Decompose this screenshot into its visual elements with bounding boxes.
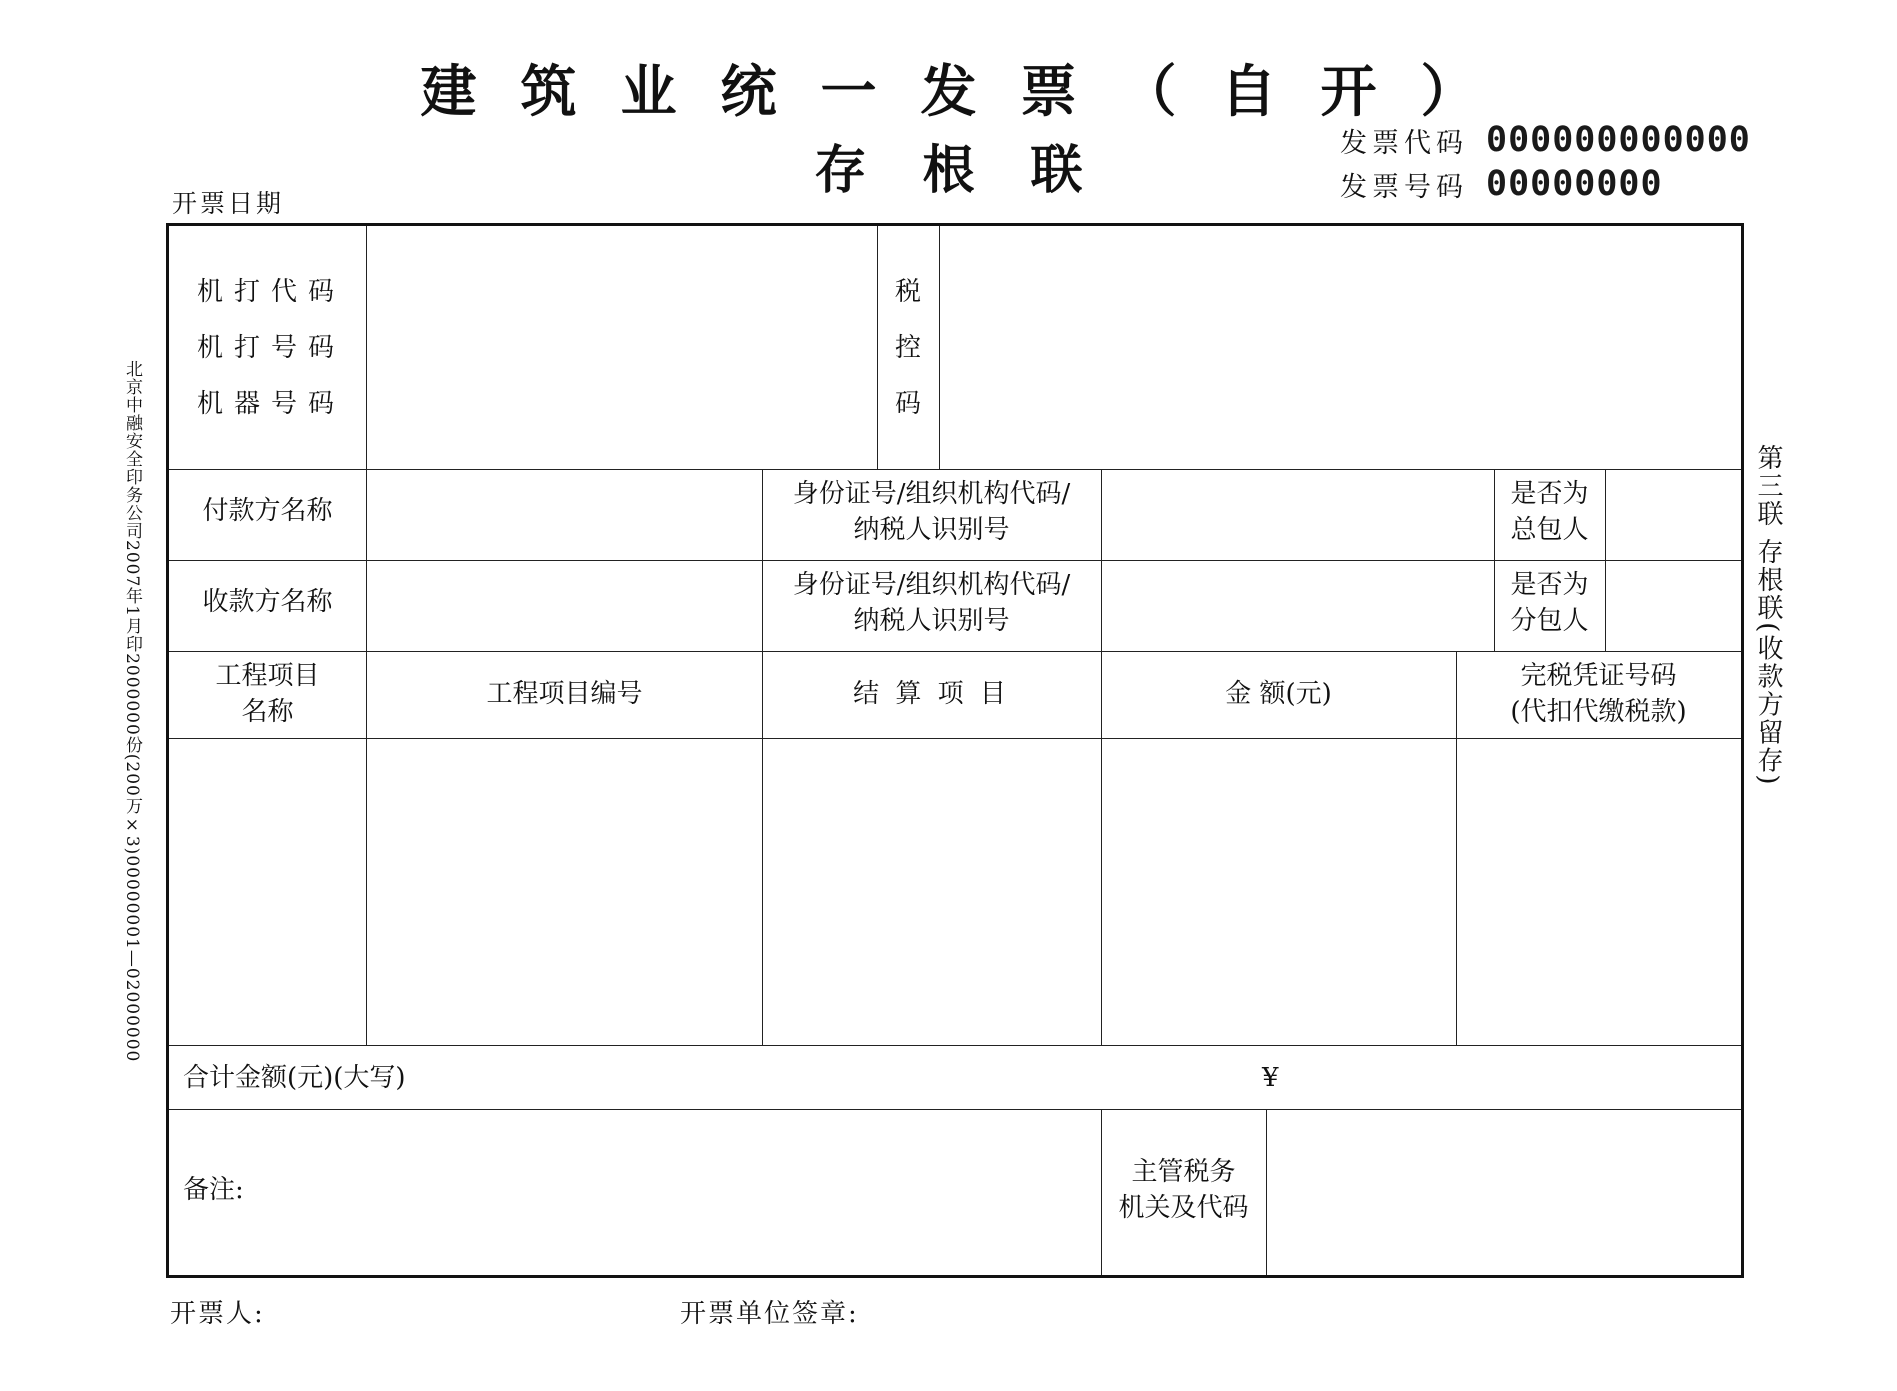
tax-control-code-label — [888, 264, 928, 432]
general-contractor-line1: 是否为 — [1510, 479, 1589, 509]
payer-name-field[interactable] — [367, 469, 762, 560]
settlement-item-cell[interactable] — [763, 739, 1101, 1045]
tax-authority-field[interactable] — [1267, 1110, 1741, 1275]
invoice-code-value: 000000000000 — [1486, 120, 1751, 160]
machine-info-value[interactable] — [367, 226, 877, 469]
row-divider — [169, 651, 1741, 652]
invoice-table — [166, 223, 1744, 1278]
tax-authority-line2: 机关及代码 — [1118, 1193, 1249, 1224]
tax-certificate-header-line2: (代扣代缴税款) — [1510, 697, 1687, 728]
machine-code-label: 机打代码 — [197, 277, 346, 307]
invoice-code-label: 发票代码 — [1340, 127, 1468, 159]
general-contractor-field[interactable] — [1606, 469, 1741, 560]
settlement-item-header: 结 算 项 目 — [853, 679, 1010, 709]
total-amount-label: 合计金额(元)(大写) — [183, 1063, 406, 1093]
tax-certificate-header — [1456, 658, 1741, 731]
invoice-number-row — [1340, 164, 1663, 204]
project-name-header-line2: 名称 — [241, 697, 294, 728]
amount-header: 金 额(元) — [1225, 679, 1332, 709]
row-divider — [169, 1045, 1741, 1046]
tax-certificate-cell[interactable] — [1457, 739, 1741, 1045]
payer-id-field[interactable] — [1102, 469, 1494, 560]
project-name-header — [169, 658, 366, 731]
subcontractor-label — [1494, 567, 1605, 640]
payer-id-label-line2: 纳税人识别号 — [853, 515, 1010, 546]
payer-name-label: 付款方名称 — [202, 496, 333, 526]
project-number-header: 工程项目编号 — [486, 679, 643, 709]
payer-id-label — [762, 476, 1101, 549]
invoice-number-value: 00000000 — [1486, 164, 1663, 204]
tax-authority-line1: 主管税务 — [1131, 1157, 1236, 1187]
general-contractor-line2: 总包人 — [1510, 515, 1589, 546]
subcontractor-line2: 分包人 — [1510, 606, 1589, 637]
payer-id-label-line1: 身份证号/组织机构代码/ — [792, 479, 1071, 509]
subcontractor-field[interactable] — [1606, 560, 1741, 651]
remarks-label: 备注: — [183, 1175, 244, 1205]
payee-name-field[interactable] — [367, 560, 762, 651]
tax-certificate-header-line1: 完税凭证号码 — [1520, 661, 1677, 691]
payee-id-label-line2: 纳税人识别号 — [853, 606, 1010, 637]
project-name-cell[interactable] — [169, 739, 366, 1045]
tax-control-char: 控 — [894, 333, 921, 363]
tax-control-char: 税 — [894, 277, 921, 307]
general-contractor-label — [1494, 476, 1605, 549]
copy-designation: 第三联 存根联(收款方留存) — [1753, 444, 1783, 787]
yuan-symbol: ¥ — [1262, 1063, 1279, 1093]
project-number-cell[interactable] — [367, 739, 762, 1045]
tax-control-char: 码 — [894, 389, 921, 419]
device-number-label: 机器号码 — [197, 389, 346, 419]
payee-id-field[interactable] — [1102, 560, 1494, 651]
machine-labels — [197, 264, 345, 432]
issuer-label: 开票人: — [170, 1299, 265, 1329]
printer-imprint: 北京中融安全印务公司2007年1月印2000000份(200万×3)00000001—02000000 — [122, 360, 142, 1063]
payee-id-label — [762, 567, 1101, 640]
tax-authority-label — [1101, 1154, 1266, 1227]
payee-id-label-line1: 身份证号/组织机构代码/ — [792, 570, 1071, 600]
machine-number-label: 机打号码 — [197, 333, 346, 363]
col-divider — [877, 226, 878, 469]
payee-name-label: 收款方名称 — [202, 587, 333, 617]
project-name-header-line1: 工程项目 — [215, 661, 320, 691]
invoice-subtitle: 存根联 — [814, 140, 1139, 201]
tax-control-code-value[interactable] — [940, 226, 1741, 469]
issue-date-label: 开票日期 — [172, 189, 285, 218]
subcontractor-line1: 是否为 — [1510, 570, 1589, 600]
invoice-code-row — [1340, 120, 1751, 160]
issuing-unit-seal-label: 开票单位签章: — [680, 1299, 859, 1329]
invoice-number-label: 发票号码 — [1340, 171, 1468, 203]
amount-cell[interactable] — [1102, 739, 1456, 1045]
invoice-title: 建筑业统一发票（自开） — [420, 59, 1521, 125]
